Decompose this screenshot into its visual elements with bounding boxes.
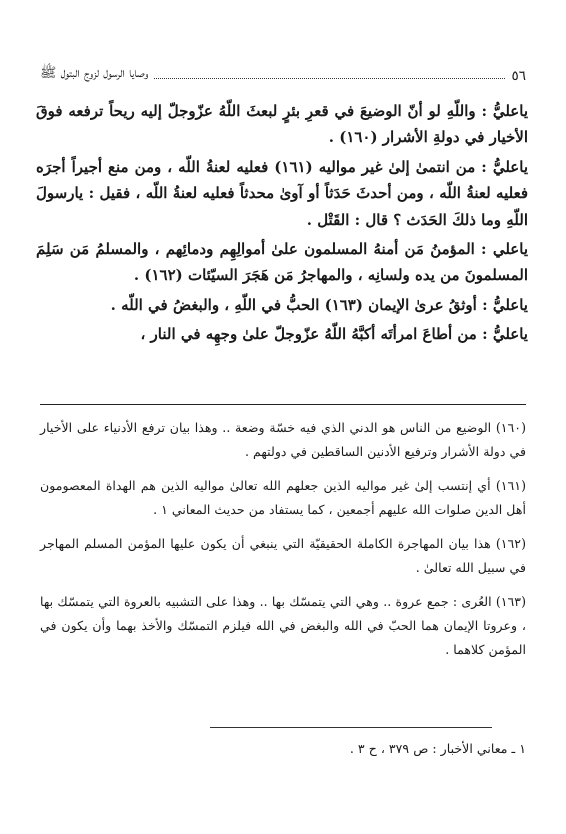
footnote: (١٦٠) الوضيع من الناس هو الدني الذي فيه خسّة وضعة .. وهذا بيان ترفع الأدنياء على الأخيار في دولة الأشرار وترفيع الأدنين الساقطين في دولتهم . — [40, 420, 526, 459]
running-title: وصايا الرسول لزوج البتول ﷺ — [40, 65, 149, 81]
footnote: (١٦١) أي إنتسب إلىٰ غير مواليه الذين جعلهم الله تعالىٰ مواليه الذين هم الهداة المعصومون أهل الدين صلوات الله عليهم أجمعين ، كما يستفاد من حديث المعاني ١ . — [40, 478, 526, 517]
page-number: ٥٦ — [511, 68, 526, 84]
source-reference: ١ ـ معاني الأخبار : ص ٣٧٩ ، ح ٣ . — [349, 741, 526, 756]
footnote: (١٦٣) العُرى : جمع عروة .. وهي التي يتمسّك بها .. وهذا على التشبيه بالعروة التي يتمسّك بها ، وعروتا الإيمان هما الحبّ في الله والبغض في الله فيلزم التمسّك والأخذ بهما وأن يكون في المؤمن كلاهما . — [40, 594, 526, 657]
main-text — [36, 98, 528, 351]
footnote-separator — [40, 404, 526, 405]
body-paragraph: ياعليُّ : واللّهِ لو أنّ الوضيعَ في قعرِ بئرٍ لبعثَ اللّهُ عزّوجلّ إليه ريحاً ترفعه فوقَ الأخيار في دولةِ الأشرار (١٦٠) . — [36, 102, 528, 147]
body-paragraph: ياعليُّ : أوثقُ عرىٰ الإيمان (١٦٣) الحبُّ في اللّهِ ، والبغضُ في اللّه . — [110, 295, 528, 314]
body-paragraph: ياعليُّ : من أطاعَ امرأتَه أكبَّهُ اللّهُ عزّوجلّ علىٰ وجهِه في النار ، — [140, 325, 528, 344]
body-paragraph: ياعليُّ : من انتمىٰ إلىٰ غير مواليه (١٦١) فعليه لعنةُ اللّه ، ومن منع أجيراً أجرَه فعليه لعنةُ اللّه ، ومن أحدثَ حَدَثاً أو آوىٰ محدثاً فعليه لعنةُ اللّه ، فقيل : يارسولَ اللّهِ وما ذلكَ الحَدَث ؟ قال : القَتْل . — [36, 157, 528, 229]
footnote: (١٦٢) هذا بيان المهاجرة الكاملة الحقيقيّة التي ينبغي أن يكون عليها المؤمن المسلم المهاجر في سبيل الله تعالىٰ . — [40, 536, 526, 575]
reference-separator — [210, 727, 492, 728]
body-paragraph: ياعلي : المؤمنُ مَن أمنهُ المسلمون علىٰ أموالِهِم ودمائِهم ، والمسلمُ مَن سَلِمَ المسلمونَ من يده ولسانِه ، والمهاجرُ مَن هَجَرَ السيّئات (١٦٢) . — [36, 240, 528, 285]
footnotes — [40, 416, 526, 672]
header-dot-leader — [154, 78, 505, 79]
running-header — [40, 60, 526, 84]
